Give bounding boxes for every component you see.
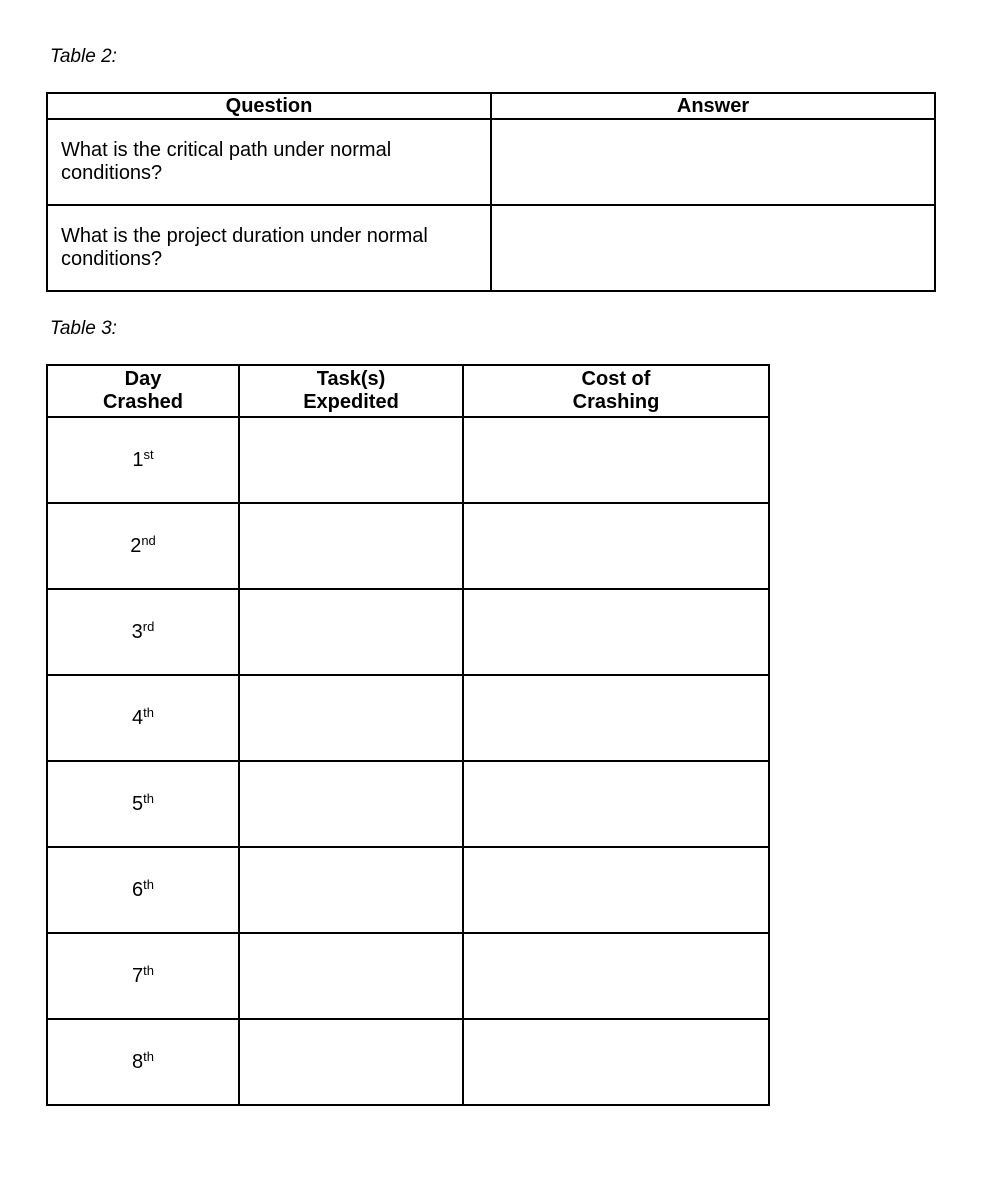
header-day-crashed [47, 365, 239, 417]
tasks-cell[interactable] [239, 417, 463, 503]
cost-cell[interactable] [463, 1019, 769, 1105]
tasks-cell[interactable] [239, 1019, 463, 1105]
table3-row [47, 933, 769, 1019]
header-question: Question [47, 93, 491, 119]
day-number: 3 [131, 620, 143, 643]
table3-row [47, 503, 769, 589]
tasks-cell[interactable] [239, 589, 463, 675]
day-suffix: th [143, 876, 154, 892]
header-answer: Answer [491, 93, 935, 119]
day-cell [47, 847, 239, 933]
day-number: 4 [132, 706, 144, 729]
table3-row [47, 847, 769, 933]
day-number: 8 [132, 1050, 144, 1073]
day-number: 2 [130, 534, 142, 557]
day-suffix: st [143, 446, 154, 462]
day-suffix: th [143, 790, 154, 806]
day-number: 7 [132, 964, 144, 987]
header-tasks-line2: Expedited [303, 391, 399, 413]
day-cell [47, 417, 239, 503]
table3-caption: Table 3: [50, 318, 117, 339]
tasks-cell[interactable] [239, 675, 463, 761]
day-cell [47, 1019, 239, 1105]
cost-cell[interactable] [463, 417, 769, 503]
header-cost-line1: Cost of [581, 368, 651, 390]
table3-header-row [47, 365, 769, 417]
header-cost-of-crashing [463, 365, 769, 417]
table2-header-row [47, 93, 935, 119]
table2-row [47, 119, 935, 205]
table2-critical-path [46, 92, 936, 292]
header-tasks-expedited [239, 365, 463, 417]
table3-row [47, 1019, 769, 1105]
answer-cell[interactable] [491, 205, 935, 291]
day-number: 1 [132, 448, 144, 471]
day-cell [47, 503, 239, 589]
table2-caption: Table 2: [50, 46, 117, 67]
day-suffix: nd [141, 532, 156, 548]
cost-cell[interactable] [463, 589, 769, 675]
header-tasks-line1: Task(s) [316, 368, 386, 390]
cost-cell[interactable] [463, 675, 769, 761]
day-cell [47, 589, 239, 675]
header-cost-line2: Crashing [572, 391, 660, 413]
table3-row [47, 417, 769, 503]
day-suffix: th [143, 1048, 154, 1064]
table3-crashing [46, 364, 770, 1106]
cost-cell[interactable] [463, 503, 769, 589]
tasks-cell[interactable] [239, 847, 463, 933]
table3-row [47, 675, 769, 761]
day-cell [47, 761, 239, 847]
answer-cell[interactable] [491, 119, 935, 205]
question-cell: What is the project duration under normal conditions? [47, 205, 491, 291]
day-suffix: rd [142, 618, 155, 634]
cost-cell[interactable] [463, 761, 769, 847]
tasks-cell[interactable] [239, 761, 463, 847]
header-day-line1: Day [124, 368, 162, 390]
cost-cell[interactable] [463, 847, 769, 933]
day-cell [47, 675, 239, 761]
day-suffix: th [143, 962, 154, 978]
table2-row [47, 205, 935, 291]
header-day-line2: Crashed [102, 391, 184, 413]
tasks-cell[interactable] [239, 933, 463, 1019]
day-number: 6 [132, 878, 144, 901]
question-cell: What is the critical path under normal conditions? [47, 119, 491, 205]
day-suffix: th [143, 704, 154, 720]
day-number: 5 [132, 792, 144, 815]
tasks-cell[interactable] [239, 503, 463, 589]
cost-cell[interactable] [463, 933, 769, 1019]
table3-row [47, 589, 769, 675]
table3-row [47, 761, 769, 847]
day-cell [47, 933, 239, 1019]
